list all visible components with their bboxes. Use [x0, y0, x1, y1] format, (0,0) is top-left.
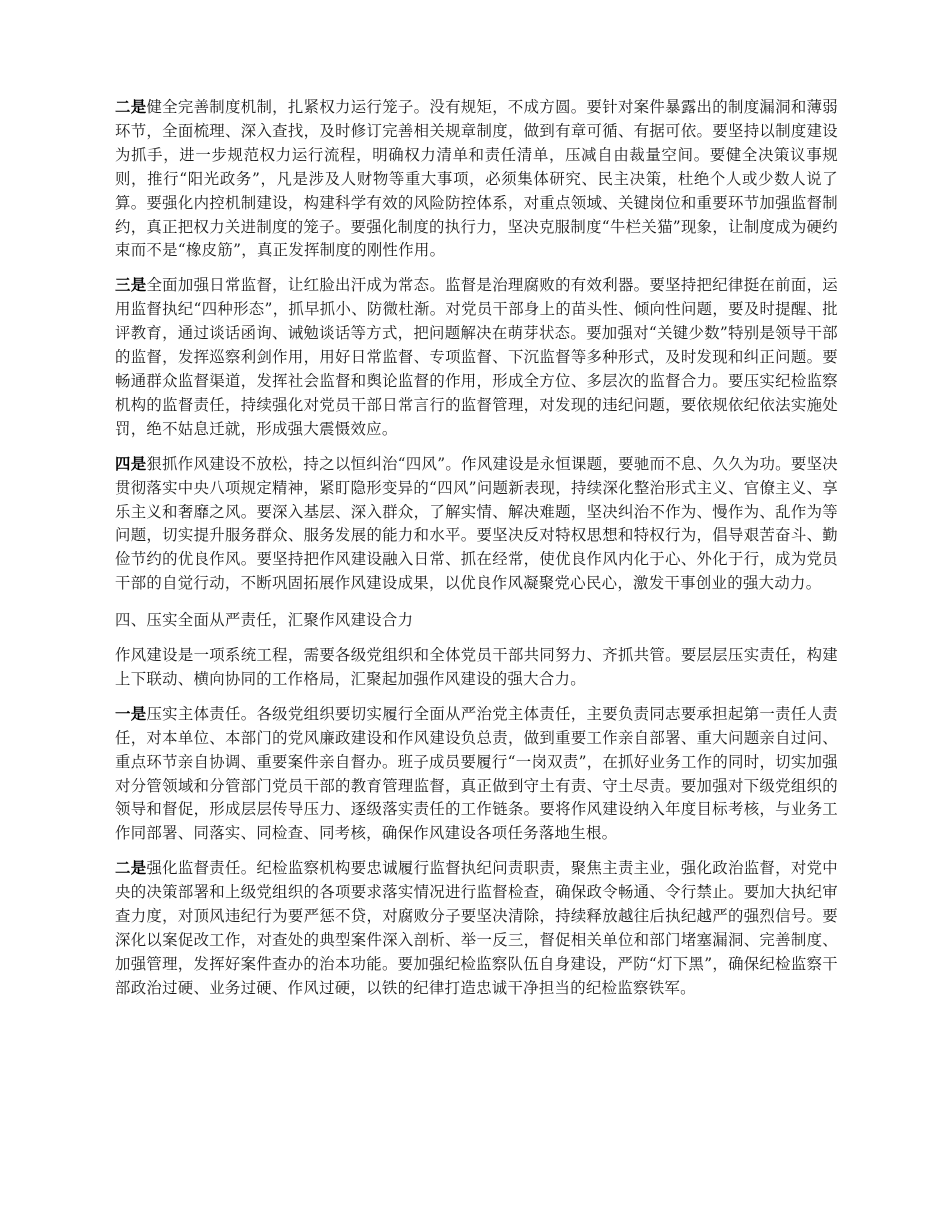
paragraph-lead-label: 二是	[115, 859, 147, 878]
section-heading-four: 四、压实全面从严责任，汇聚作风建设合力	[115, 611, 414, 630]
paragraph-text: 全面加强日常监督，让红脸出汗成为常态。监督是治理腐败的有效利器。要坚持把纪律挺在前面，运用监督执纪“四种形态”，抓早抓小、防微杜渐。对党员干部身上的苗头性、倾向性问题，要及时提醒、批评教育，通过谈话函询、诫勉谈话等方式，把问题解决在萌芽状态。要加强对“关键少数”特别是领导干部的监督，发挥巡察利剑作用，用好日常监督、专项监督、下沉监督等多种形式，及时发现和纠正问题。要畅通群众监督渠道，发挥社会监督和舆论监督的作用，形成全方位、多层次的监督合力。要压实纪检监察机构的监督责任，持续强化对党员干部日常言行的监督管理，对发现的违纪问题，要依规依纪依法实施处罚，绝不姑息迁就，形成强大震慑效应。	[115, 276, 838, 438]
paragraph-lead-label: 三是	[115, 276, 147, 295]
paragraph-text: 强化监督责任。纪检监察机构要忠诚履行监督执纪问责职责，聚焦主责主业，强化政治监督，对党中央的决策部署和上级党组织的各项要求落实情况进行监督检查，确保政令畅通、令行禁止。要加大执纪审查力度，对顶风违纪行为要严惩不贷，对腐败分子要坚决清除，持续释放越往后执纪越严的强烈信号。要深化以案促改工作，对查处的典型案件深入剖析、举一反三，督促相关单位和部门堵塞漏洞、完善制度、加强管理，发挥好案件查办的治本功能。要加强纪检监察队伍自身建设，严防“灯下黑”，确保纪检监察干部政治过硬、业务过硬、作风过硬，以铁的纪律打造忠诚干净担当的纪检监察铁军。	[115, 859, 838, 997]
paragraph-text: 压实主体责任。各级党组织要切实履行全面从严治党主体责任，主要负责同志要承担起第一责任人责任，对本单位、本部门的党风廉政建设和作风建设负总责，做到重要工作亲自部署、重大问题亲自过问、重点环节亲自协调、重要案件亲自督办。班子成员要履行“一岗双责”，在抓好业务工作的同时，切实加强对分管领域和分管部门党员干部的教育管理监督，真正做到守土有责、守土尽责。要加强对下级党组织的领导和督促，形成层层传导压力、逐级落实责任的工作链条。要将作风建设纳入年度目标考核，与业务工作同部署、同落实、同检查、同考核，确保作风建设各项任务落地生根。	[115, 704, 838, 843]
paragraph-daily-supervision	[115, 274, 838, 441]
paragraph-text: 健全完善制度机制，扎紧权力运行笼子。没有规矩，不成方圆。要针对案件暴露出的制度漏洞和薄弱环节，全面梳理、深入查找，及时修订完善相关规章制度，做到有章可循、有据可依。要坚持以制度建设为抓手，进一步规范权力运行流程，明确权力清单和责任清单，压减自由裁量空间。要健全决策议事规则，推行“阳光政务”，凡是涉及人财物等重大事项，必须集体研究、民主决策，杜绝个人或少数人说了算。要强化内控机制建设，构建科学有效的风险防控体系，对重点领域、关键岗位和重要环节加强监督制约，真正把权力关进制度的笼子。要强化制度的执行力，坚决克服制度“牛栏关猫”现象，让制度成为硬约束而不是“橡皮筋”，真正发挥制度的刚性作用。	[115, 98, 838, 260]
paragraph-text: 狠抓作风建设不放松，持之以恒纠治“四风”。作风建设是永恒课题，要驰而不息、久久为功。要坚决贯彻落实中央八项规定精神，紧盯隐形变异的“四风”问题新表现，持续深化整治形式主义、官僚主义、享乐主义和奢靡之风。要深入基层、深入群众，了解实情、解决难题，坚决纠治不作为、慢作为、乱作为等问题，切实提升服务群众、服务发展的能力和水平。要坚决反对特权思想和特权行为，倡导艰苦奋斗、勤俭节约的优良作风。要坚持把作风建设融入日常、抓在经常，使优良作风内化于心、外化于行，成为党员干部的自觉行动，不断巩固拓展作风建设成果，以优良作风凝聚党心民心，激发干事创业的强大动力。	[115, 454, 838, 593]
paragraph-supervision-responsibility	[115, 857, 838, 1000]
paragraph-lead-label: 二是	[115, 98, 147, 116]
paragraph-lead-label: 一是	[115, 704, 147, 723]
paragraph-main-responsibility	[115, 703, 838, 846]
paragraph-systemic-project	[115, 644, 838, 692]
paragraph-work-style	[115, 453, 838, 596]
paragraph-lead-label: 四是	[115, 454, 147, 473]
paragraph-text: 作风建设是一项系统工程，需要各级党组织和全体党员干部共同努力、齐抓共管。要层层压实责任，构建上下联动、横向协同的工作格局，汇聚起加强作风建设的强大合力。	[115, 646, 838, 688]
document-body	[115, 96, 838, 1001]
paragraph-institution-mechanism	[115, 96, 838, 263]
